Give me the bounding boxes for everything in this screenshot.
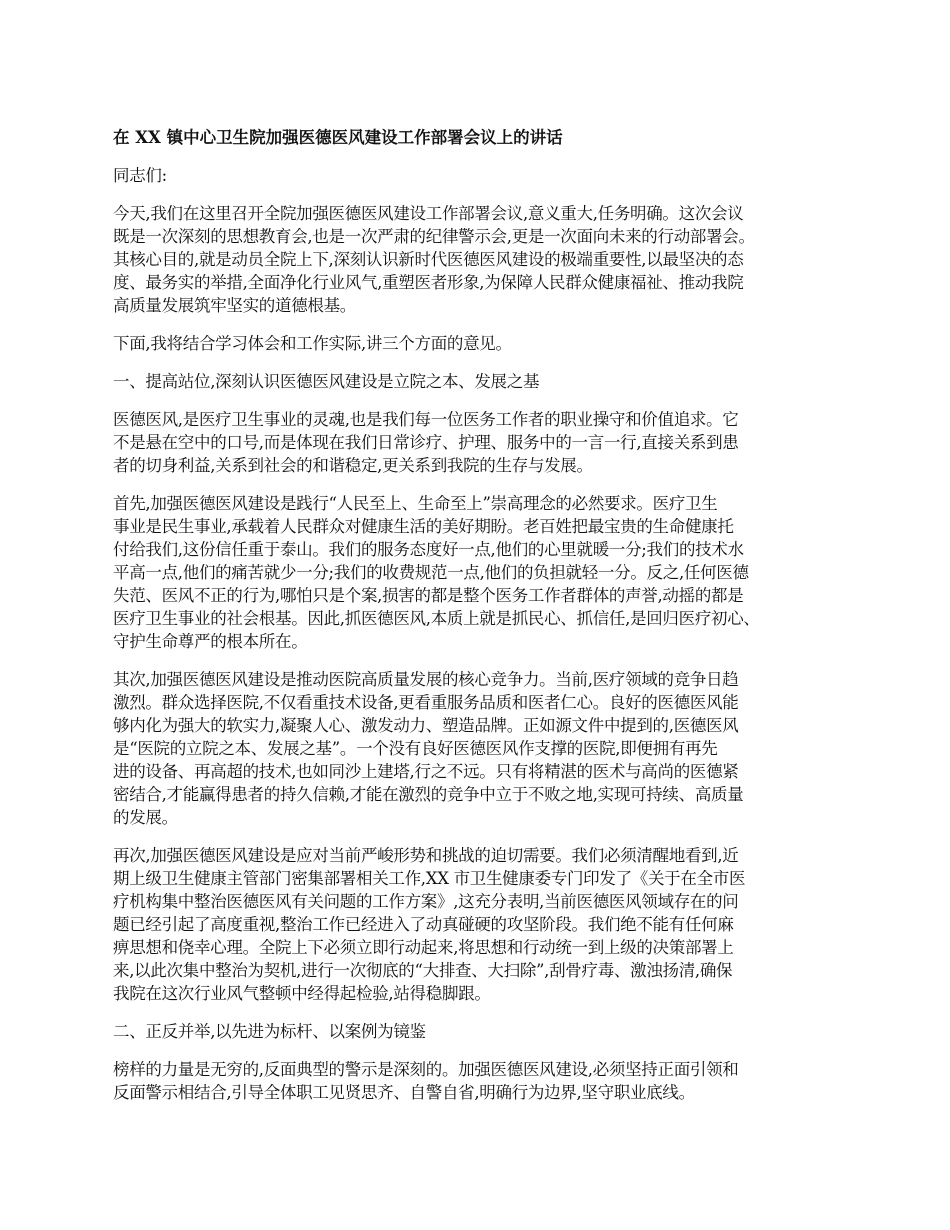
text-line: 首先,加强医德医风建设是践行“人民至上、生命至上”崇高理念的必然要求。医疗卫生 [113,494,718,513]
text-line: 者的切身利益,关系到社会的和谐稳定,更关系到我院的生存与发展。 [113,456,593,475]
text-line: 失范、医风不正的行为,哪怕只是个案,损害的都是整个医务工作者群体的声誉,动摇的都是 [113,586,744,605]
document-page [113,127,853,1119]
text-line: 高质量发展筑牢坚实的道德根基。 [113,296,357,315]
text-line: 再次,加强医德医风建设是应对当前严峻形势和挑战的迫切需要。我们必须清醒地看到,近 [113,846,739,865]
text-line: 二、正反并举,以先进为标杆、以案例为镜鉴 [113,1022,426,1041]
section-heading [113,1020,853,1043]
text-line: 事业是民生事业,承载着人民群众对健康生活的美好期盼。老百姓把最宝贵的生命健康托 [113,517,734,536]
text-line: 反面警示相结合,引导全体职工见贤思齐、自警自省,明确行为边界,坚守职业底线。 [113,1083,695,1102]
salutation [113,164,853,187]
text-line: 的发展。 [113,808,178,827]
paragraph [113,492,853,653]
text-line: 榜样的力量是无穷的,反面典型的警示是深刻的。加强医德医风建设,必须坚持正面引领和 [113,1060,739,1079]
text-line: 激烈。群众选择医院,不仅看重技术设备,更看重服务品质和医者仁心。良好的医德医风能 [113,693,739,712]
text-line: 密结合,才能赢得患者的持久信赖,才能在激烈的竞争中立于不败之地,实现可持续、高质量 [113,785,744,804]
text-line: 是“医院的立院之本、发展之基”。一个没有良好医德医风作支撑的医院,即便拥有再先 [113,739,718,758]
text-line: 守护生命尊严的根本所在。 [113,632,308,651]
text-line: 医疗卫生事业的社会根基。因此,抓医德医风,本质上就是抓民心、抓信任,是回归医疗初心、 [113,609,760,628]
paragraph [113,332,853,355]
text-line: 下面,我将结合学习体会和工作实际,讲三个方面的意见。 [113,334,512,353]
text-line: 度、最务实的举措,全面净化行业风气,重塑医者形象,为保障人民群众健康福祉、推动我院 [113,273,744,292]
text-line: 期上级卫生健康主管部门密集部署相关工作,XX 市卫生健康委专门印发了《关于在全市医 [113,869,746,888]
text-line: 同志们: [113,166,167,185]
text-line: 进的设备、再高超的技术,也如同沙上建塔,行之不远。只有将精湛的医术与高尚的医德紧 [113,762,739,781]
text-line: 今天,我们在这里召开全院加强医德医风建设工作部署会议,意义重大,任务明确。这次会议 [113,204,744,223]
text-line: 付给我们,这份信任重于泰山。我们的服务态度好一点,他们的心里就暖一分;我们的技术水 [113,540,744,559]
paragraph [113,1058,853,1104]
text-line: 够内化为强大的软实力,凝聚人心、激发动力、塑造品牌。正如源文件中提到的,医德医风 [113,716,739,735]
text-line: 既是一次深刻的思想教育会,也是一次严肃的纪律警示会,更是一次面向未来的行动部署会。 [113,227,755,246]
paragraph [113,668,853,829]
text-line: 我院在这次行业风气整顿中经得起检验,站得稳脚跟。 [113,984,491,1003]
document-title: 在 XX 镇中心卫生院加强医德医风建设工作部署会议上的讲话 [113,128,563,147]
section-heading [113,370,853,393]
text-line: 其核心目的,就是动员全院上下,深刻认识新时代医德医风建设的极端重要性,以最坚决的态 [113,250,744,269]
text-line: 一、提高站位,深刻认识医德医风建设是立院之本、发展之基 [113,372,540,391]
text-line: 医德医风,是医疗卫生事业的灵魂,也是我们每一位医务工作者的职业操守和价值追求。它 [113,410,739,429]
paragraph [113,202,853,317]
paragraph [113,408,853,477]
document-body [113,164,853,1104]
text-line: 疗机构集中整治医德医风有关问题的工作方案》,这充分表明,当前医德医风领域存在的问 [113,892,739,911]
text-line: 痹思想和侥幸心理。全院上下必须立即行动起来,将思想和行动统一到上级的决策部署上 [113,938,734,957]
text-line: 其次,加强医德医风建设是推动医院高质量发展的核心竞争力。当前,医疗领域的竞争日趋 [113,670,739,689]
paragraph [113,844,853,1005]
text-line: 来,以此次集中整治为契机,进行一次彻底的“大排查、大扫除”,刮骨疗毒、激浊扬清,确保 [113,961,733,980]
text-line: 平高一点,他们的痛苦就少一分;我们的收费规范一点,他们的负担就轻一分。反之,任何医德 [113,563,749,582]
text-line: 不是悬在空中的口号,而是体现在我们日常诊疗、护理、服务中的一言一行,直接关系到患 [113,433,739,452]
text-line: 题已经引起了高度重视,整治工作已经进入了动真碰硬的攻坚阶段。我们绝不能有任何麻 [113,915,734,934]
